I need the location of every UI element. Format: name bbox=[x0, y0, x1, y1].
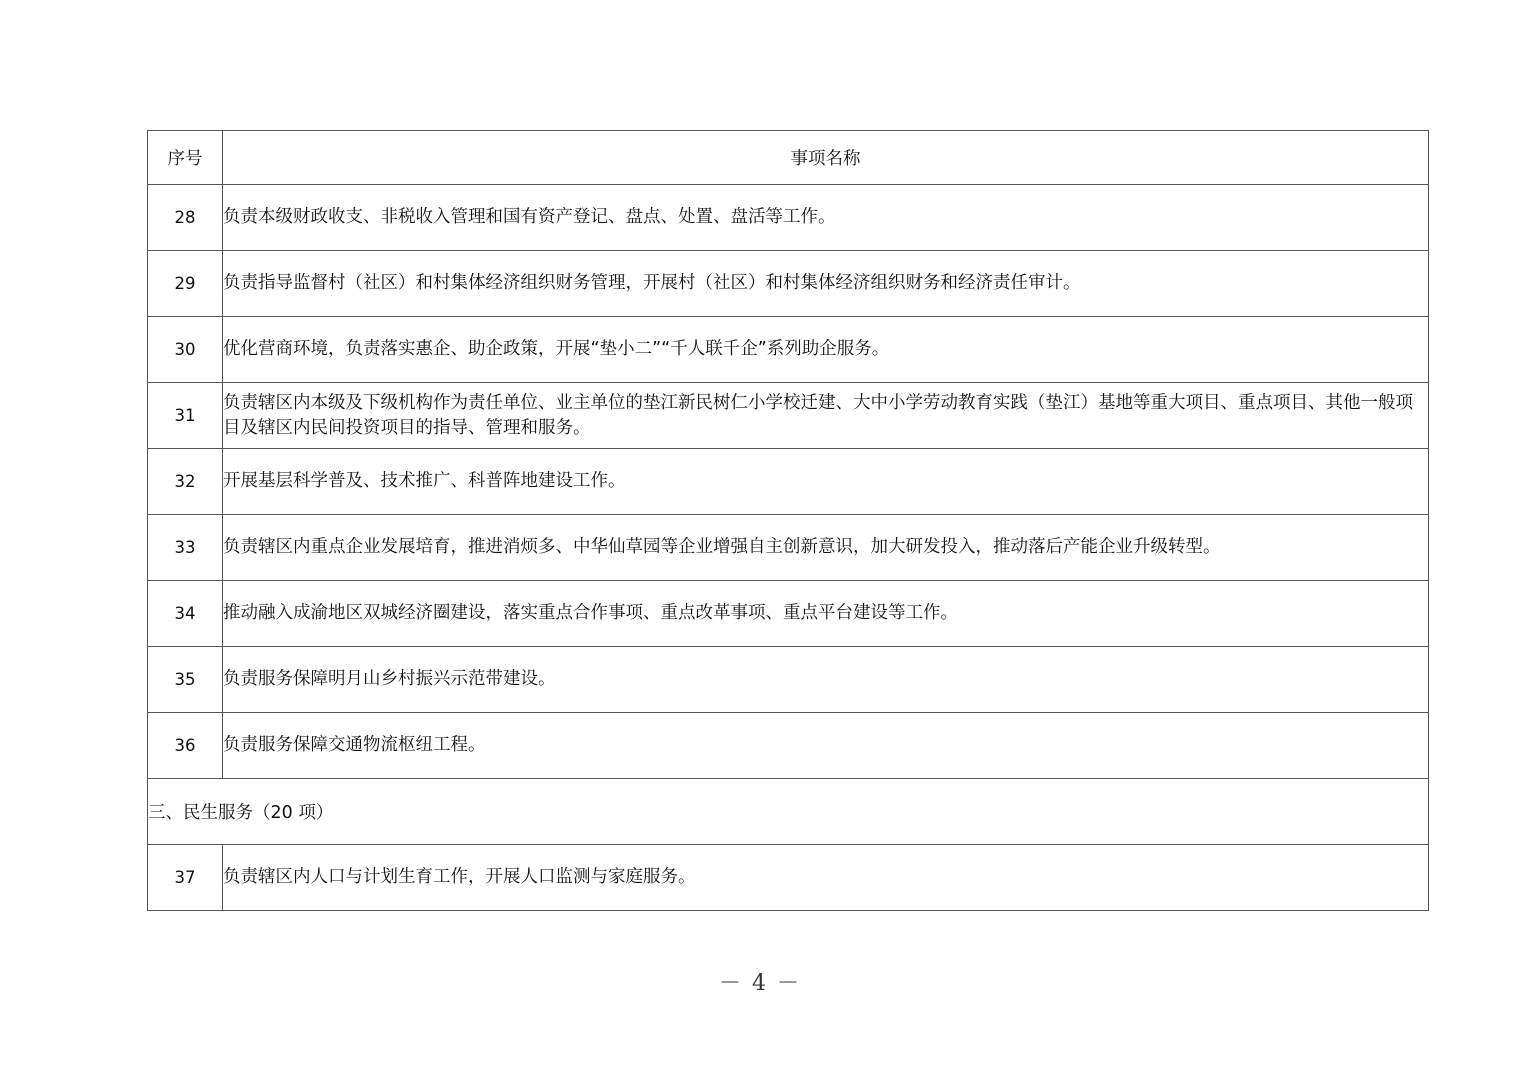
table-row bbox=[148, 317, 1429, 383]
section-row bbox=[148, 779, 1429, 845]
row-number: 28 bbox=[148, 185, 223, 251]
row-number: 29 bbox=[148, 251, 223, 317]
table-row bbox=[148, 713, 1429, 779]
row-name: 优化营商环境，负责落实惠企、助企政策，开展“垫小二”“千人联千企”系列助企服务。 bbox=[223, 317, 1429, 383]
table-row bbox=[148, 251, 1429, 317]
row-name: 负责服务保障明月山乡村振兴示范带建设。 bbox=[223, 647, 1429, 713]
row-name: 负责辖区内人口与计划生育工作，开展人口监测与家庭服务。 bbox=[223, 845, 1429, 911]
row-name: 负责指导监督村（社区）和村集体经济组织财务管理，开展村（社区）和村集体经济组织财务和经济责任审计。 bbox=[223, 251, 1429, 317]
row-number: 34 bbox=[148, 581, 223, 647]
row-name: 开展基层科学普及、技术推广、科普阵地建设工作。 bbox=[223, 449, 1429, 515]
table-row bbox=[148, 647, 1429, 713]
row-number: 31 bbox=[148, 383, 223, 449]
table-row bbox=[148, 449, 1429, 515]
row-number: 30 bbox=[148, 317, 223, 383]
row-number: 33 bbox=[148, 515, 223, 581]
items-table bbox=[147, 130, 1429, 911]
table-row bbox=[148, 185, 1429, 251]
header-number: 序号 bbox=[148, 131, 223, 185]
row-number: 36 bbox=[148, 713, 223, 779]
table-row bbox=[148, 845, 1429, 911]
row-name: 负责服务保障交通物流枢纽工程。 bbox=[223, 713, 1429, 779]
table-row bbox=[148, 383, 1429, 449]
section-heading: 三、民生服务（20 项） bbox=[148, 779, 1429, 845]
row-name: 负责辖区内本级及下级机构作为责任单位、业主单位的垫江新民树仁小学校迁建、大中小学劳动教育实践（垫江）基地等重大项目、重点项目、其他一般项目及辖区内民间投资项目的指导、管理和服务。 bbox=[223, 383, 1429, 449]
row-name: 推动融入成渝地区双城经济圈建设，落实重点合作事项、重点改革事项、重点平台建设等工作。 bbox=[223, 581, 1429, 647]
table-row bbox=[148, 515, 1429, 581]
page-number: － 4 － bbox=[719, 971, 801, 996]
row-number: 35 bbox=[148, 647, 223, 713]
row-name: 负责本级财政收支、非税收入管理和国有资产登记、盘点、处置、盘活等工作。 bbox=[223, 185, 1429, 251]
row-number: 37 bbox=[148, 845, 223, 911]
header-name: 事项名称 bbox=[223, 131, 1429, 185]
table-header-row bbox=[148, 131, 1429, 185]
row-name: 负责辖区内重点企业发展培育，推进消烦多、中华仙草园等企业增强自主创新意识，加大研发投入，推动落后产能企业升级转型。 bbox=[223, 515, 1429, 581]
table-row bbox=[148, 581, 1429, 647]
row-number: 32 bbox=[148, 449, 223, 515]
